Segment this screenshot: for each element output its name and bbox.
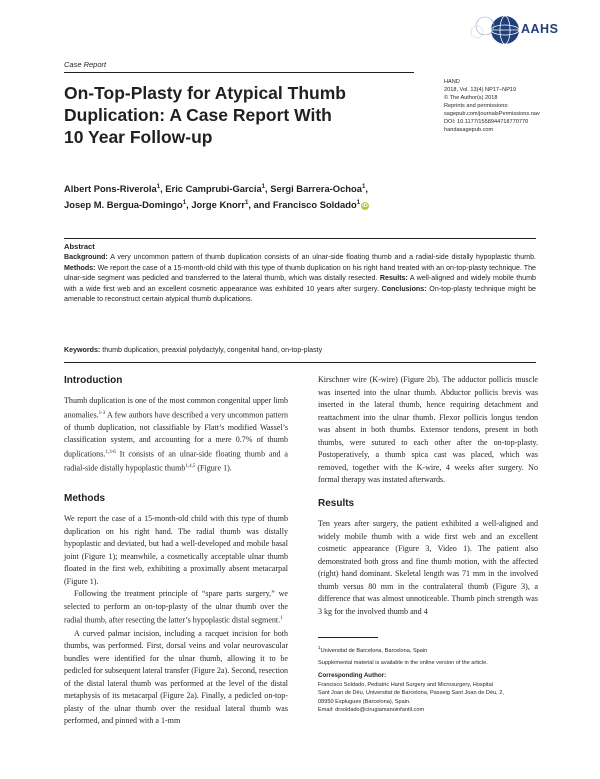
section-heading-results: Results — [318, 498, 355, 509]
journal-reprints: Reprints and permissions: — [444, 103, 509, 109]
paragraph: Thumb duplication is one of the most common congenital upper limb anomalies.$^{1-3}$ A few authors have described a very uncommon pattern of thumb duplication, not classifiable by Flatt’s modified Wassel’s classification system, and accounting for a mere 0.7% of thumb duplications.$^{1,3-6}$ It consists of an ulnar-side floating thumb and a radial-side distally hypoplastic thumb$^{1,4,5}$ (Figure 1). — [64, 396, 288, 473]
journal-citation: 2018, Vol. 13(4) NP17–NP19 — [444, 87, 517, 93]
author-separator: , — [160, 183, 166, 195]
logo-text: AAHS — [521, 22, 559, 36]
author-affiliation: 1 — [361, 184, 366, 190]
title-line: 10 Year Follow-up — [64, 127, 213, 147]
footnote-divider — [318, 637, 378, 638]
citation-ref[interactable]: 1 — [280, 616, 283, 622]
author-affiliation: 1 — [244, 200, 249, 207]
orcid-icon[interactable]: iD — [362, 203, 368, 210]
abstract-label: Background: — [64, 253, 108, 262]
author-line — [64, 196, 464, 212]
journal-website[interactable]: handasagepub.com — [444, 127, 494, 133]
corresponding-email[interactable]: Email: drsoldado@cirugiamanoinfantil.com — [318, 707, 425, 714]
abstract-bottom-divider — [64, 362, 536, 363]
corresponding-address: 08950 Esplugues (Barcelona), Spain. — [318, 698, 411, 705]
supplemental-note: Supplemental material is available in the online version of the article. — [318, 660, 488, 667]
author-affiliation: 1 — [356, 200, 361, 207]
author-list — [64, 180, 464, 212]
author-affiliation: 1 — [182, 200, 187, 207]
journal-copyright: © The Author(s) 2018 — [444, 95, 498, 101]
abstract-methods: We report the case of a 15-month-old child with this type of thumb duplication on his right hand treated with an on-top-plasty technique. The ulnar-side segment was pedicled and transferred to the lateral thumb, which was distally resected. — [64, 263, 536, 283]
paragraph: A curved palmar incision, including a racquet incision for both thumbs, was performed. First, dorsal veins and volar neurovascular bundles were identified for the ulnar thumb, allowing it to be pedicled for subsequent lateral transfer (Figure 2a). Second, resection of the distal lateral thumb was performed at the level of the distal metaphysis of its metacarpal (Figure 2a). Finally, a pedicled on-top-plasty of the ulnar thumb over the residual lateral thumb was performed, and pinned with a 1-mm — [64, 628, 288, 726]
abstract-results: A well-aligned and widely mobile thumb with a wide first web and an excellent cosmetic appearance was exhibited 10 years after surgery. — [64, 274, 536, 293]
author-separator: , and — [248, 199, 273, 211]
header-divider — [64, 72, 414, 73]
abstract-block — [64, 242, 536, 304]
keywords-label: Keywords: — [64, 346, 101, 354]
corresponding-address: Sant Joan de Déu, Universitat de Barcelona, Passeig Sant Joan de Déu, 2, — [318, 690, 504, 697]
author-name: Eric Camprubi-Garcia — [165, 183, 262, 195]
paragraph: We report the case of a 15-month-old child with this type of thumb duplication on his right hand. The radial thumb was distally hypoplastic and deviated, but had a well-developed and mobile basal joint (Figure 1); meanwhile, a cosmetically acceptable ulnar thumb floated in the first web, exhibiting a proximally absent metacarpal (Figure 1). — [64, 514, 288, 586]
corresponding-label: Corresponding Author: — [318, 672, 387, 680]
author-separator: , — [365, 183, 368, 195]
paragraph: Ten years after surgery, the patient exhibited a well-aligned and widely mobile thumb with a wide first web and an excellent cosmetic appearance (Figure 3, Video 1). The patient also demonstrated both gross and fine thumb motion, with the affected (right) hand dominant. Skeletal length was 71 mm in the involved thumb versus 80 mm in the contralateral thumb (Figure 3), a difference that was almost unnoticeable. Thumb pinch strength was 3 kg for the involved thumb and 4 — [318, 519, 538, 616]
corresponding-address: Francisco Soldado, Pediatric Hand Surgery and Microsurgery, Hospital — [318, 681, 493, 688]
journal-logo — [455, 10, 565, 50]
journal-info — [444, 78, 584, 134]
footnotes — [318, 644, 540, 715]
article-title — [64, 82, 424, 148]
author-name: Jorge Knorr — [191, 199, 245, 211]
title-line: On-Top-Plasty for Atypical Thumb — [64, 83, 346, 103]
title-line: Duplication: A Case Report With — [64, 105, 332, 125]
keywords — [64, 346, 536, 354]
abstract-conclusions: On-top-plasty technique might be amenable to reconstruct certain atypical thumb duplications. — [64, 284, 536, 304]
methods-body — [64, 513, 288, 728]
citation-ref[interactable]: 1,3-6 — [105, 449, 116, 455]
author-affiliation: 1 — [156, 184, 161, 190]
author-name: Francisco Soldado — [272, 199, 357, 211]
results-body — [318, 518, 538, 618]
author-separator: , — [186, 199, 192, 211]
introduction-body — [64, 395, 288, 475]
methods-body-continued — [318, 374, 538, 487]
citation-ref[interactable]: 1-3 — [98, 410, 106, 416]
section-heading-introduction: Introduction — [64, 375, 123, 386]
author-name: Josep M. Bergua-Domingo — [64, 199, 183, 211]
abstract-label: Methods: — [64, 263, 96, 272]
affiliation-note: $^1$Universitat de Barcelona, Barcelona, Spain — [318, 645, 428, 654]
paragraph: Following the treatment principle of “spare parts surgery,” we selected to perform an on-top-plasty of the ulnar thumb over the radial thumb, after resecting the latter’s hypoplastic distal segment.$^1$ — [64, 589, 288, 626]
author-affiliation: 1 — [261, 184, 266, 190]
journal-doi[interactable]: DOI: 10.1177/1558944718770770 — [444, 119, 529, 125]
journal-name: HAND — [444, 79, 460, 85]
abstract-background: A very uncommon pattern of thumb duplication consists of an ulnar-side floating thumb and a radial-side distally hypoplastic thumb. — [110, 253, 536, 262]
author-name: Sergi Barrera-Ochoa — [270, 183, 362, 195]
abstract-label: Results: — [379, 274, 408, 283]
citation-ref[interactable]: 1,4,5 — [185, 464, 196, 470]
keywords-list: thumb duplication, preaxial polydactyly, congenital hand, on-top-plasty — [102, 346, 323, 354]
abstract-label: Conclusions: — [381, 284, 427, 293]
abstract-top-divider — [64, 238, 536, 239]
author-line — [64, 180, 464, 196]
author-separator: , — [265, 183, 271, 195]
paragraph: Kirschner wire (K-wire) (Figure 2b). The adductor pollicis muscle was inserted into the ulnar thumb. Abductor pollicis brevis was inserted in the lateral thumb, hence requiring detachment and reattachment into the ulnar thumb. Flexor pollicis longus tendon was absent in both thumbs. Extensor tendons, present in both thumbs, were sutured to each other after the on-top-plasty. Postoperatively, a thumb spica cast was placed, which was removed, together with the K-wire, 4 weeks after surgery. No formal therapy was instated afterwards. — [318, 375, 538, 485]
section-heading-methods: Methods — [64, 493, 106, 504]
permissions-link[interactable]: sagepub.com/journalsPermissions.nav — [444, 111, 540, 117]
author-name: Albert Pons-Riverola — [64, 183, 157, 195]
abstract-heading: Abstract — [64, 242, 95, 251]
article-type: Case Report — [64, 60, 107, 69]
abstract-body — [64, 252, 536, 304]
